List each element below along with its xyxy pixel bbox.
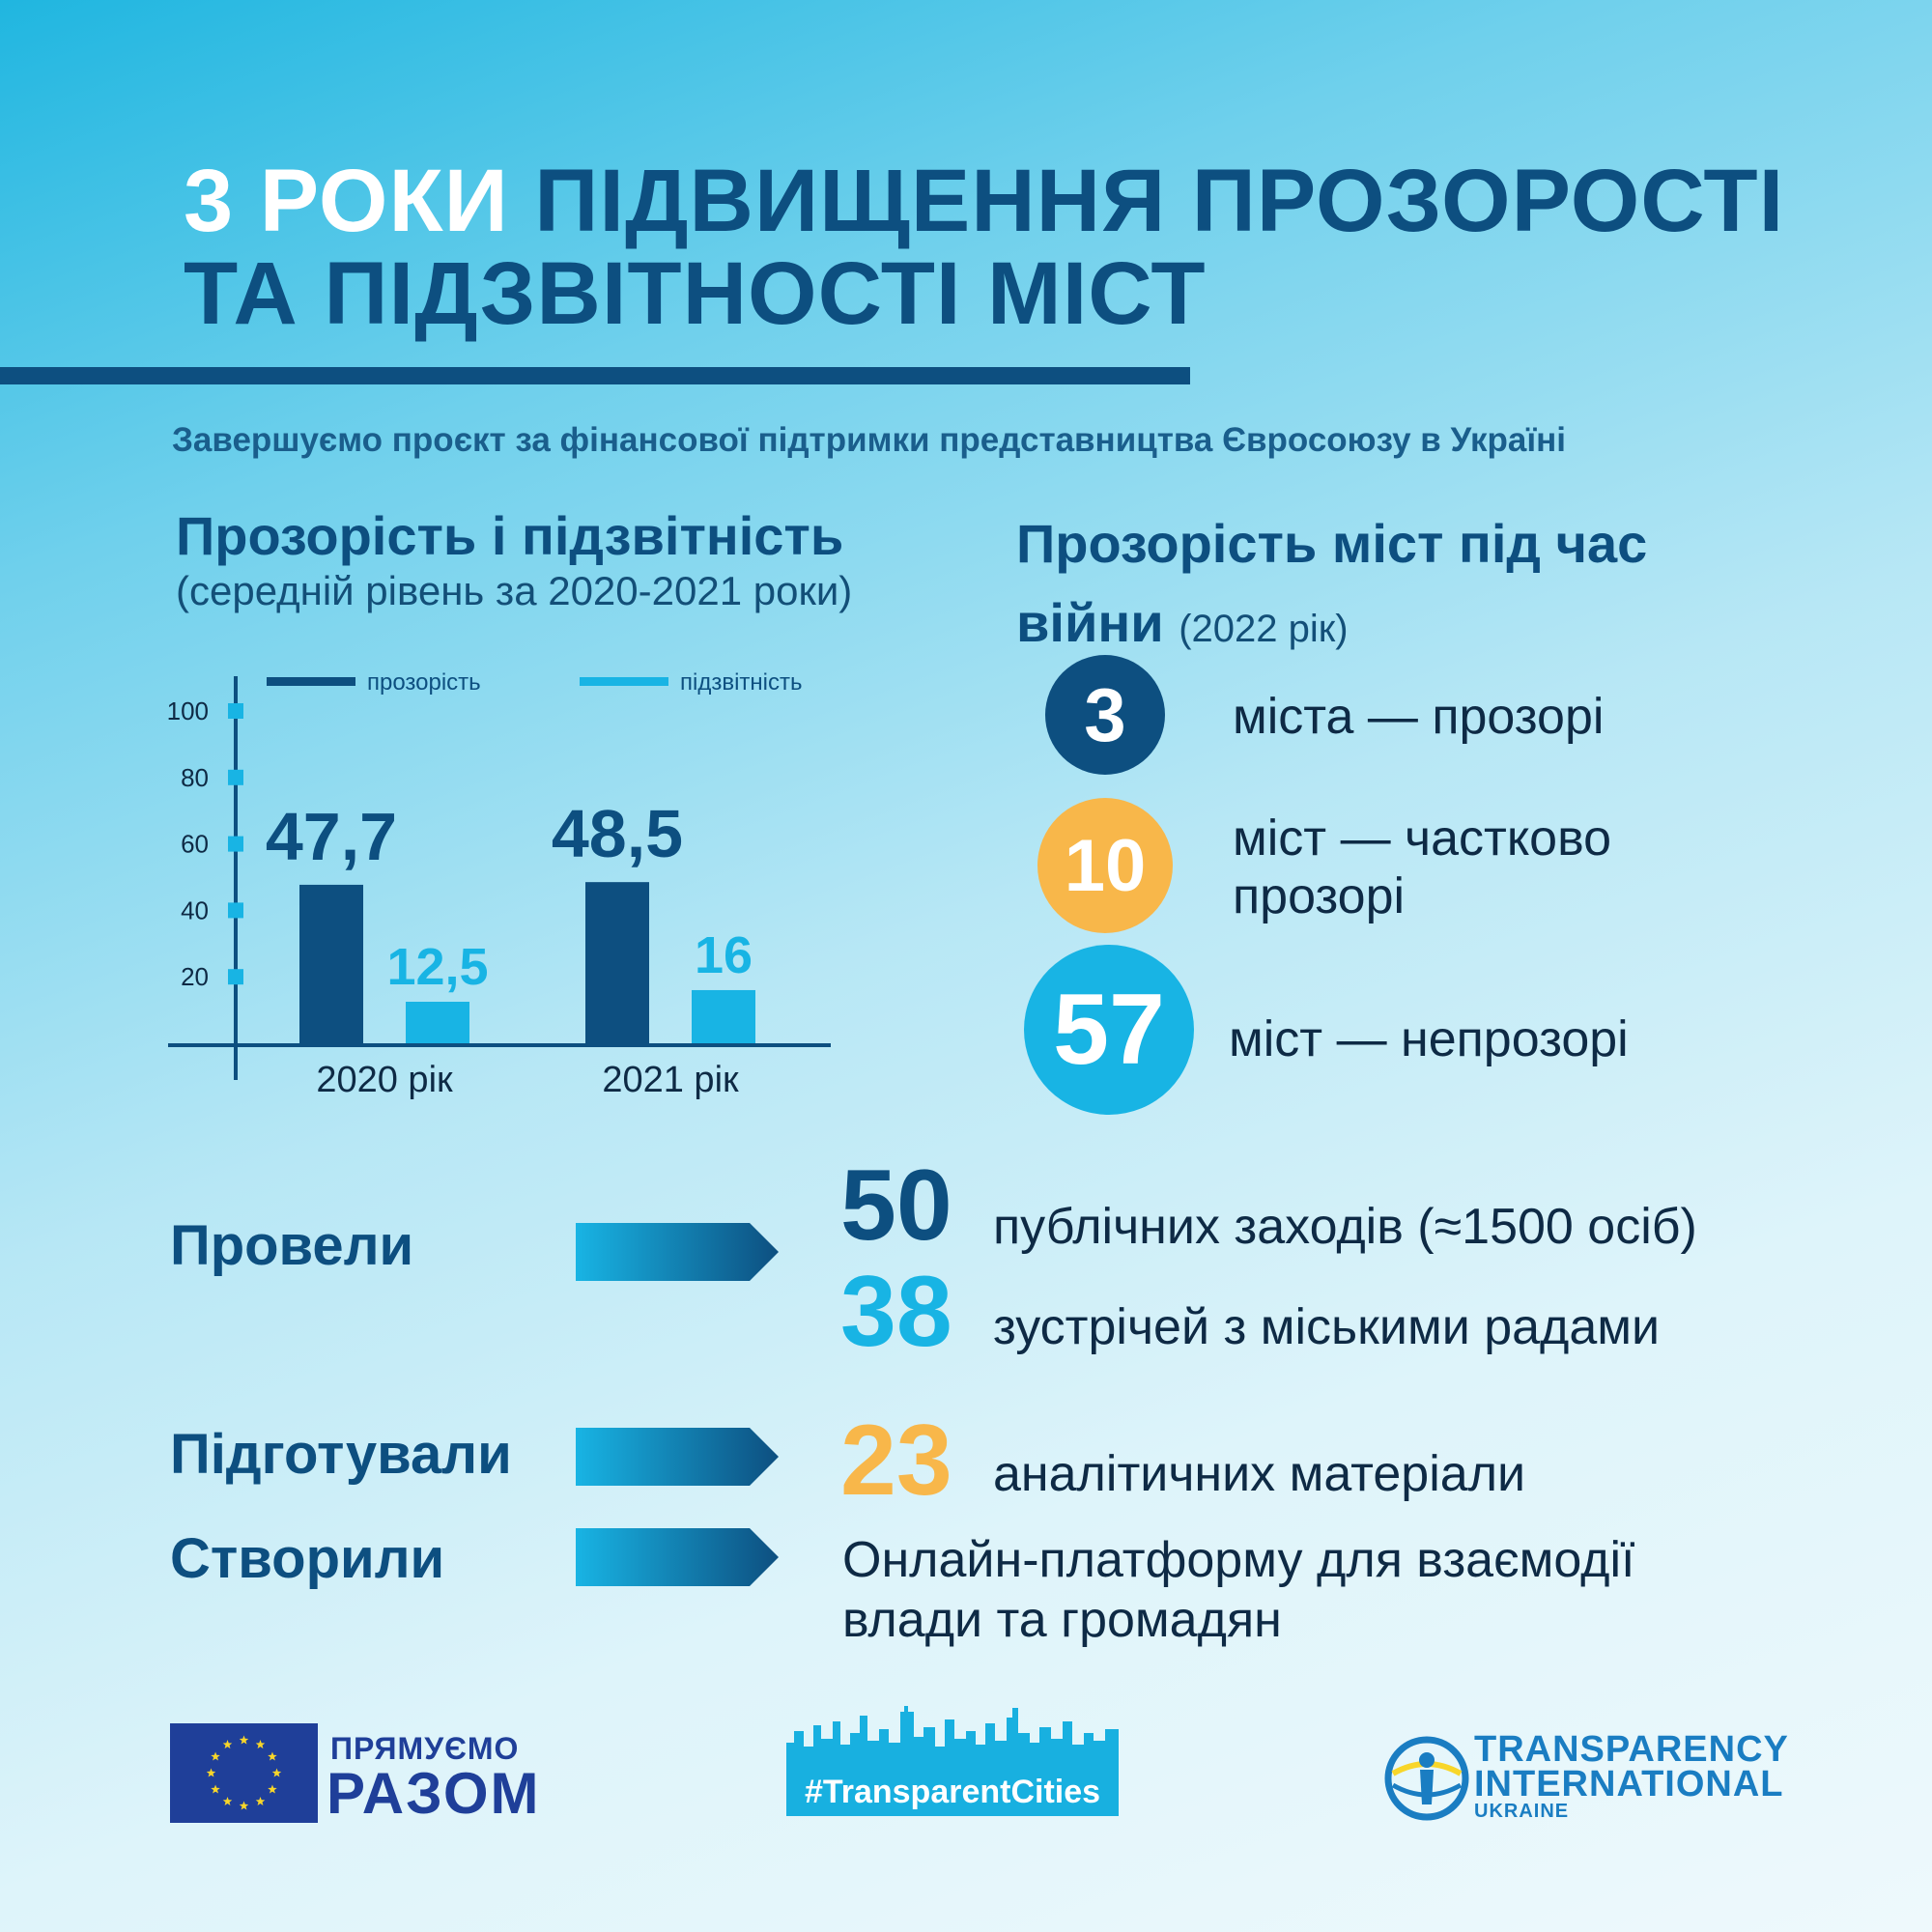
page-title — [184, 152, 1826, 343]
held-arrow — [576, 1223, 779, 1281]
x-category-label: 2020 рік — [316, 1060, 453, 1100]
subtitle: Завершуємо проєкт за фінансової підтримки представництва Євросоюзу в Україні — [172, 421, 1567, 459]
bar-transparency-1 — [585, 882, 649, 1043]
title-highlight: 3 РОКИ — [184, 152, 535, 250]
title-line-2: ТА ПІДЗВІТНОСТІ МІСТ — [184, 244, 1207, 343]
bar-accountability-0 — [406, 1002, 469, 1043]
y-tick-label: 20 — [181, 962, 209, 992]
legend-label-accountability: підзвітність — [680, 669, 803, 696]
created-arrow — [576, 1528, 779, 1586]
bar-value-label: 48,5 — [551, 796, 684, 872]
y-tick-marker — [228, 837, 243, 852]
title-main: ПІДВИЩЕННЯ ПРОЗОРОСТІ — [534, 152, 1785, 250]
eu-star — [268, 1785, 277, 1794]
bar-transparency-0 — [299, 885, 363, 1043]
chart-subtitle: (середній рівень за 2020-2021 роки) — [176, 568, 853, 613]
label-partial-line-2: прозорі — [1233, 868, 1406, 924]
y-tick-label: 40 — [181, 895, 209, 925]
y-tick-marker — [228, 902, 243, 918]
ti-logo-line-2: INTERNATIONAL — [1474, 1764, 1784, 1804]
meetings-number: 38 — [840, 1256, 952, 1368]
eu-star — [211, 1785, 220, 1794]
war-heading-year: (2022 рік) — [1179, 608, 1349, 650]
eu-star — [223, 1740, 233, 1748]
platform-line-1: Онлайн-платформу для взаємодії — [842, 1532, 1635, 1588]
razom-logo-bottom: РАЗОМ — [327, 1761, 541, 1826]
eu-star — [223, 1797, 233, 1805]
bar-value-label: 12,5 — [386, 938, 489, 996]
label-partial — [1233, 810, 1611, 925]
legend-swatch-transparency — [267, 677, 355, 686]
title-line-1 — [184, 152, 1826, 250]
y-tick-label: 100 — [166, 696, 209, 725]
held-label: Провели — [170, 1214, 414, 1277]
bar-value-label: 16 — [694, 925, 753, 984]
eu-star — [272, 1769, 282, 1777]
circle-partial-number: 10 — [1064, 824, 1147, 907]
meetings-text: зустрічей з міськими радами — [993, 1299, 1661, 1355]
eu-star — [207, 1769, 216, 1777]
created-label: Створили — [170, 1527, 445, 1590]
prepared-label: Підготували — [170, 1423, 512, 1486]
label-transparent — [1233, 688, 1604, 746]
ti-globe-icon — [1383, 1735, 1470, 1822]
eu-stars-icon — [170, 1723, 318, 1823]
label-transparent-text: міста — прозорі — [1233, 689, 1605, 745]
events-number: 50 — [840, 1150, 952, 1262]
y-tick-marker — [228, 703, 243, 719]
label-opaque-text: міст — непрозорі — [1229, 1011, 1629, 1067]
ti-logo-line-3: UKRAINE — [1474, 1801, 1570, 1822]
war-heading-line-1: Прозорість міст під час — [1016, 513, 1648, 574]
circle-partial — [1037, 798, 1173, 933]
bar-chart — [155, 647, 850, 1111]
prepared-arrow — [576, 1428, 779, 1486]
x-category-label: 2021 рік — [602, 1060, 739, 1100]
war-heading — [1016, 504, 1847, 668]
eu-star — [240, 1736, 249, 1745]
circle-transparent-number: 3 — [1084, 671, 1126, 757]
ti-logo-line-1: TRANSPARENCY — [1474, 1729, 1789, 1770]
eu-star — [211, 1752, 220, 1761]
platform-line-2: влади та громадян — [842, 1592, 1282, 1648]
title-divider — [0, 367, 1190, 384]
label-opaque — [1229, 1010, 1629, 1068]
eu-flag-logo — [170, 1723, 318, 1823]
y-tick-label: 60 — [181, 829, 209, 859]
razom-logo-top: ПРЯМУЄМО — [330, 1731, 520, 1766]
legend-swatch-accountability — [580, 677, 668, 686]
materials-number: 23 — [840, 1405, 952, 1517]
chart-title: Прозорість і підзвітність — [176, 505, 844, 566]
circle-opaque-number: 57 — [1053, 973, 1165, 1086]
events-text: публічних заходів (≈1500 осіб) — [993, 1199, 1697, 1255]
circle-transparent — [1045, 655, 1165, 775]
y-tick-marker — [228, 969, 243, 984]
circle-opaque — [1024, 945, 1194, 1115]
war-heading-word: війни — [1016, 592, 1164, 653]
y-tick-label: 80 — [181, 762, 209, 792]
eu-star — [256, 1740, 266, 1748]
legend-label-transparency: прозорість — [367, 669, 481, 696]
bar-value-label: 47,7 — [265, 798, 398, 874]
eu-star — [256, 1797, 266, 1805]
hashtag-logo: #TransparentCities — [786, 1768, 1119, 1816]
eu-star — [268, 1752, 277, 1761]
platform-text — [842, 1530, 1635, 1650]
bar-accountability-1 — [692, 990, 755, 1043]
label-partial-line-1: міст — частково — [1233, 810, 1612, 867]
war-heading-line-2 — [1016, 583, 1847, 668]
skyline-icon — [786, 1704, 1119, 1770]
y-tick-marker — [228, 770, 243, 785]
materials-text: аналітичних матеріали — [993, 1446, 1526, 1502]
eu-star — [240, 1802, 249, 1810]
